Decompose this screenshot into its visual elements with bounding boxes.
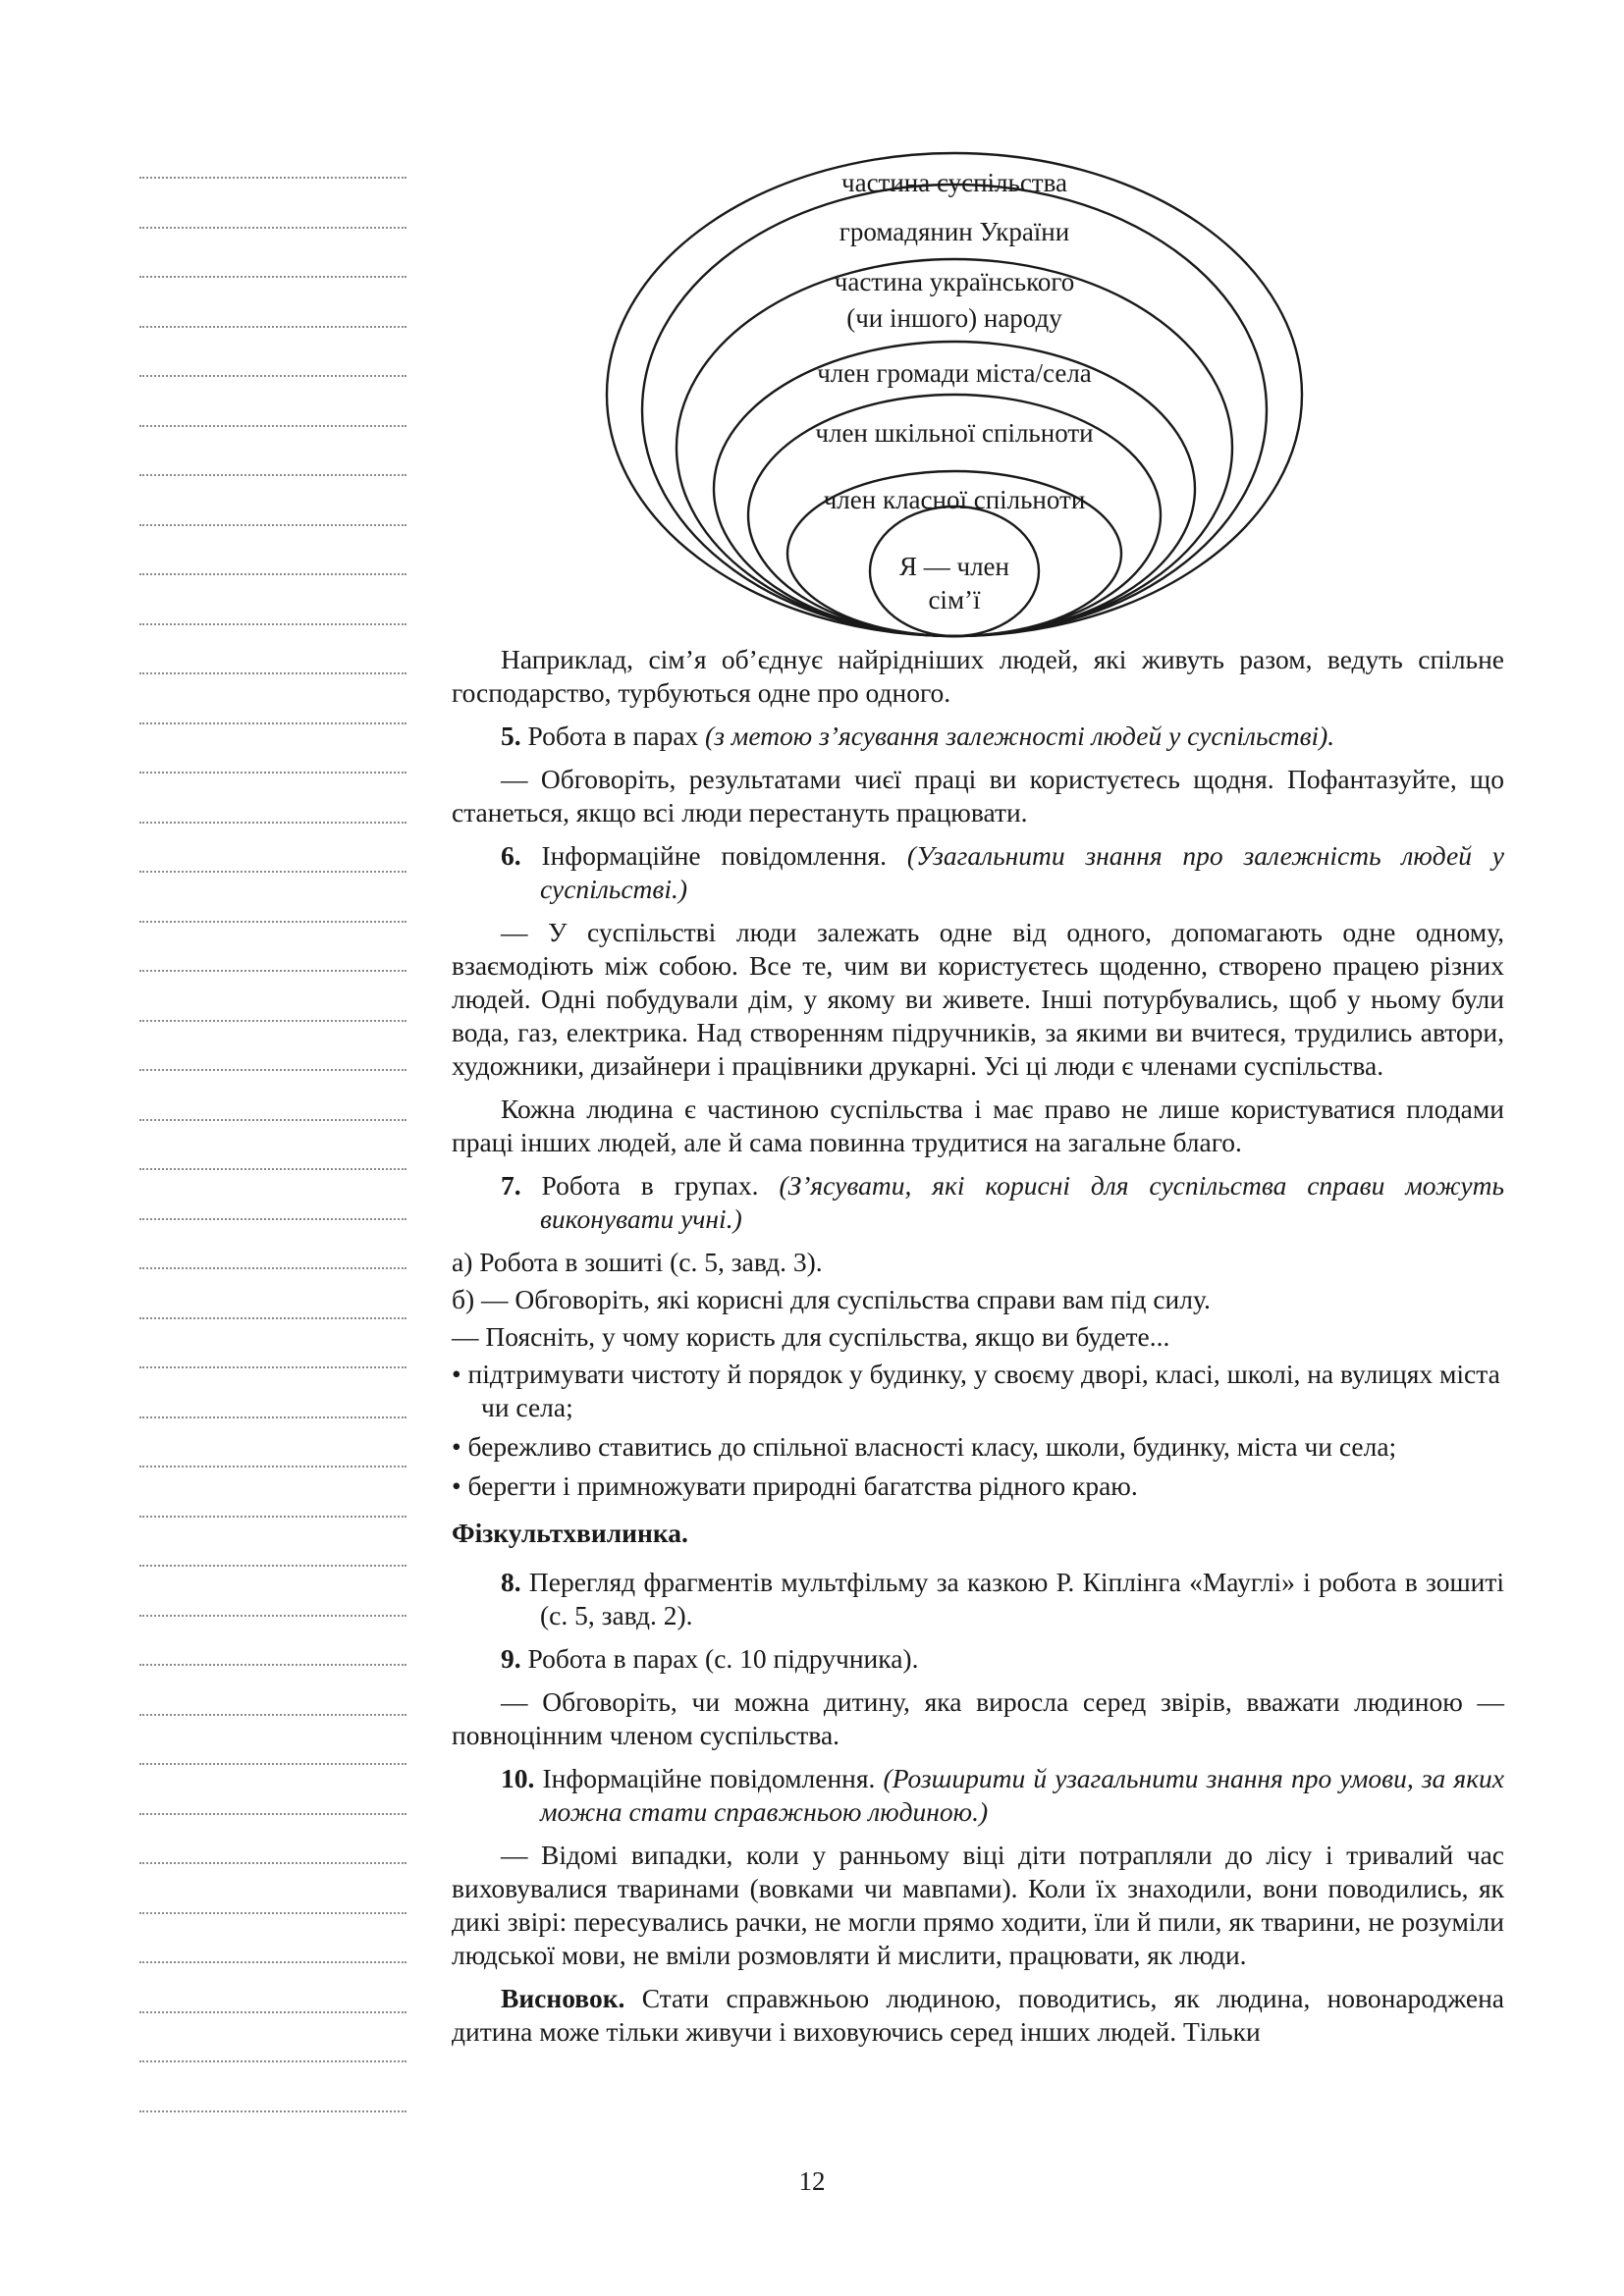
margin-note-line: [139, 1466, 406, 1468]
margin-note-line: [139, 425, 406, 427]
margin-note-line: [139, 871, 406, 873]
level-4-label: член громади міста/села: [817, 358, 1092, 388]
margin-note-line: [139, 1218, 406, 1220]
task-6-paragraph-1: — У суспільстві люди залежать одне від одного, допомагають одне одному, взаємодіють між собою. Все те, чим ви користуєтесь щоденно, створено працею різних людей. Одні побудували дім, у якому ви живете. Інші потурбувались, щоб у ньому були вода, газ, електрика. Над створенням підручників, за якими ви вчитеся, трудились автори, художники, дизайнери і працівники друкарні. Усі ці люди є членами суспільства.: [452, 917, 1504, 1081]
margin-note-line: [139, 1813, 406, 1815]
task-7-bullet-2: • бережливо ставитись до спільної власності класу, школи, будинку, міста чи села;: [452, 1431, 1397, 1462]
margin-note-line: [139, 1763, 406, 1765]
task-7-part-a: а) Робота в зошиті (с. 5, завд. 3).: [452, 1247, 823, 1277]
task-6-paragraph-2: Кожна людина є частиною суспільства і має право не лише користуватися плодами праці інших людей, але й сама повинна трудитися на загальне благо.: [452, 1094, 1504, 1157]
main-text: [452, 643, 1504, 2058]
margin-note-line: [139, 970, 406, 972]
task-10-hint: (Розширити й узагальнити знання про умови, за яких можна стати справжньою людиною.): [540, 1763, 1505, 1827]
task-10-number: 10.: [501, 1763, 535, 1793]
task-10: [452, 1762, 1504, 1829]
margin-note-line: [139, 1714, 406, 1716]
level-2-label: громадянин України: [839, 217, 1070, 246]
task-5-title: Робота в парах: [527, 721, 699, 751]
margin-note-line: [139, 1069, 406, 1071]
task-7-question: — Поясніть, у чому користь для суспільства, якщо ви будете...: [452, 1321, 1170, 1352]
task-9-number: 9.: [501, 1643, 521, 1674]
task-5-hint: (з метою з’ясування залежності людей у суспільстві).: [705, 721, 1335, 751]
task-7-part-b: б) — Обговоріть, які корисні для суспільства справи вам під силу.: [452, 1284, 1211, 1314]
margin-note-line: [139, 1516, 406, 1518]
margin-note-line: [139, 276, 406, 278]
task-8: [452, 1566, 1504, 1632]
task-9-question: — Обговоріть, чи можна дитину, яка виросла серед звірів, вважати людиною — повноцінним членом суспільства.: [452, 1686, 1504, 1750]
margin-note-line: [139, 326, 406, 328]
task-5-question: — Обговоріть, результатами чиєї праці ви користуєтесь щодня. Пофантазуйте, що станеться, якщо всі люди перестануть працювати.: [452, 764, 1504, 828]
margin-note-line: [139, 1168, 406, 1170]
task-6-title: Інформаційне повідомлення.: [541, 840, 888, 871]
physical-break-heading: Фізкультхвилинка.: [452, 1518, 688, 1548]
margin-note-line: [139, 227, 406, 229]
task-6: [452, 839, 1504, 906]
task-6-hint: (Узагальнити знання про залежність людей у суспільстві.): [540, 840, 1505, 904]
ellipses-svg: [601, 149, 1308, 640]
level-1-label: частина суспільства: [841, 168, 1067, 197]
margin-note-line: [139, 177, 406, 179]
margin-note-line: [139, 772, 406, 774]
margin-note-line: [139, 1020, 406, 1022]
margin-note-line: [139, 672, 406, 674]
margin-note-line: [139, 524, 406, 526]
level-5-label: член шкільної спільноти: [815, 418, 1094, 448]
conclusion-paragraph: [452, 1982, 1504, 2049]
conclusion-text: Стати справжньою людиною, поводитись, як людина, новонароджена дитина може тільки живучи і виховуючись серед інших людей. Тільки: [452, 1983, 1504, 2047]
margin-note-line: [139, 2060, 406, 2062]
task-10-paragraph: — Відомі випадки, коли у ранньому віці діти потрапляли до лісу і тривалий час виховувалися тваринами (вовками чи мавпами). Коли їх знаходили, вони поводились, як дикі звірі: пересувались рачки, не могли прямо ходити, їли й пили, як тварини, не розуміли людської мови, не вміли розмовляти й мислити, працювати, як люди.: [452, 1840, 1504, 1970]
margin-note-line: [139, 573, 406, 575]
task-7-bullet-3: • берегти і примножувати природні багатства рідного краю.: [452, 1470, 1138, 1501]
task-7-number: 7.: [501, 1170, 521, 1201]
page-number: 12: [798, 2166, 826, 2196]
task-7-title: Робота в групах.: [541, 1170, 759, 1201]
margin-note-line: [139, 2110, 406, 2112]
task-7-bullet-1: • підтримувати чистоту й порядок у будинку, у своєму дворі, класі, школі, на вулицях міста чи села;: [452, 1359, 1500, 1422]
task-10-title: Інформаційне повідомлення.: [542, 1763, 876, 1793]
task-9: [452, 1642, 1504, 1676]
margin-note-line: [139, 623, 406, 625]
margin-note-line: [139, 1862, 406, 1864]
margin-note-line: [139, 722, 406, 724]
task-5-number: 5.: [501, 721, 521, 751]
margin-note-line: [139, 1912, 406, 1914]
task-9-title: Робота в парах (с. 10 підручника).: [527, 1643, 919, 1674]
task-7: [452, 1169, 1504, 1236]
level-6-label: член класної спільноти: [823, 485, 1086, 514]
task-8-number: 8.: [501, 1567, 521, 1597]
margin-note-line: [139, 1317, 406, 1319]
margin-note-line: [139, 1961, 406, 1963]
margin-note-line: [139, 1664, 406, 1666]
intro-paragraph: Наприклад, сім’я об’єднує найрідніших людей, які живуть разом, ведуть спільне господарство, турбуються одне про одного.: [452, 644, 1504, 708]
conclusion-label: Висновок.: [501, 1983, 625, 2013]
level-7-label-line-1: Я — член: [899, 552, 1009, 581]
margin-note-line: [139, 1565, 406, 1567]
margin-note-line: [139, 822, 406, 824]
task-7-hint: (З’ясувати, які корисні для суспільства справи можуть виконувати учні.): [540, 1170, 1505, 1234]
margin-note-line: [139, 921, 406, 923]
margin-note-line: [139, 1267, 406, 1269]
margin-note-line: [139, 474, 406, 476]
task-5: [452, 720, 1504, 753]
margin-note-line: [139, 1615, 406, 1617]
society-ellipses-diagram: [601, 149, 1308, 640]
level-7-label-line-2: сім’ї: [928, 585, 981, 614]
margin-note-line: [139, 1416, 406, 1418]
margin-note-line: [139, 1366, 406, 1368]
level-3-label-line-1: частина українського: [834, 267, 1075, 296]
margin-note-line: [139, 375, 406, 377]
task-8-title: Перегляд фрагментів мультфільму за казкою Р. Кіплінга «Мауглі» і робота в зошиті (с. 5, завд. 2).: [528, 1567, 1504, 1630]
margin-note-line: [139, 1119, 406, 1121]
task-6-number: 6.: [501, 840, 521, 871]
margin-note-lines: [139, 177, 406, 2140]
margin-note-line: [139, 2011, 406, 2013]
level-3-label-line-2: (чи іншого) народу: [846, 303, 1062, 333]
